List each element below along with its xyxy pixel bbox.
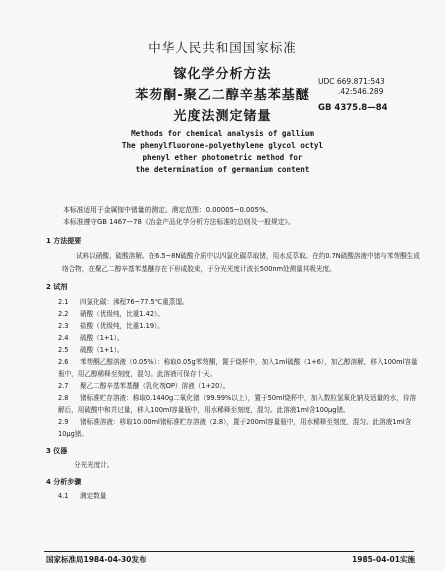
method-paragraph: 试料以硝酸、硫酸溶解。在6.5~8N硫酸介质中以四氯化碳萃取锗，用水反萃取。在约0.7N硫酸溶液中锗与苯芴酮生成络合物，在聚乙二醇辛基苯基醚存在下形成胶束，于分光光度计波长500nm处测量其吸光度。: [62, 252, 420, 273]
section-title-apparatus: 3 仪器: [46, 447, 68, 455]
reagent-item: 2.7 聚乙二醇辛基苯基醚（乳化剂OP）溶液（1+20）。: [58, 382, 230, 390]
standard-codes: [318, 77, 436, 113]
title-line-3: 光度法测定锗量: [173, 109, 272, 124]
footer-divider: [44, 551, 414, 552]
footer-issued: 国家标准局1984-04-30发布: [46, 555, 147, 564]
reagent-item: 2.4 硫酸（1+1）。: [58, 334, 124, 342]
reagent-item: 2.3 盐酸（优级纯，比重1.19）。: [58, 322, 164, 330]
title-line-2: 苯芴酮-聚乙二醇辛基苯基醚: [135, 88, 310, 103]
section-title-method: 1 方法提要: [46, 237, 82, 245]
document-body: [46, 236, 422, 502]
standard-header: 中华人民共和国国家标准: [148, 40, 297, 55]
english-title-line-4: the determination of germanium content: [135, 165, 310, 174]
intro-scope: 本标准适用于金属镓中锗量的测定。测定范围：0.00005~0.005%。: [63, 206, 273, 214]
intro-paragraphs: [63, 204, 423, 228]
reagent-item: 2.8 锗标准贮存溶液：称取0.1440g二氧化锗（99.99%以上），置于50ml烧杯中，加入数粒氢氧化钠及适量的水，待溶解后，用硫酸中和并过量，移入100ml容量瓶中，用水稀释至刻度，混匀。此溶液1ml含100μg锗。: [58, 394, 417, 414]
section-title-reagents: 2 试剂: [46, 283, 68, 291]
apparatus-paragraph: 分光光度计。: [74, 461, 114, 469]
english-title-line-3: phenyl ether photometric method for: [142, 153, 303, 162]
title-line-1: 镓化学分析方法: [173, 67, 272, 82]
reagent-item: 2.5 硫酸（1+1）。: [58, 346, 124, 354]
reagent-item: 2.9 锗标准溶液：移取10.00ml锗标准贮存溶液（2.8），置于200ml容量瓶中，用水稀释至刻度，混匀。此溶液1ml含10μg锗。: [58, 418, 412, 438]
reagent-item: 2.1 四氯化碳：沸程76~77.5℃重蒸馏。: [58, 298, 189, 306]
procedure-item: 4.1 测定数量: [58, 492, 107, 500]
english-title-line-1: Methods for chemical analysis of gallium: [131, 129, 314, 138]
reagent-item: 2.6 苯芴酮乙醇溶液（0.05%）：称取0.05g苯芴酮，置于烧杯中，加入1ml硫酸（1+6），加乙醇溶解，移入100ml容量瓶中，用乙醇稀释至刻度，混匀。此溶液可保存十天。: [58, 358, 418, 378]
reagent-item: 2.2 硝酸（优级纯，比重1.42）。: [58, 310, 164, 318]
reagent-list: [58, 296, 422, 440]
intro-compliance: 本标准遵守GB 1467—78《冶金产品化学分析方法标准的总则及一般规定》。: [63, 218, 295, 226]
gb-number: GB 4375.8—84: [318, 103, 388, 113]
udc-code: UDC 669.871:543: [318, 77, 385, 86]
footer-effective: 1985-04-01实施: [352, 555, 415, 564]
udc-code-continuation: .42:546.289: [338, 87, 384, 96]
section-title-procedure: 4 分析步骤: [46, 478, 82, 486]
english-title-line-2: The phenylfluorone-polyethylene glycol octyl: [121, 141, 324, 150]
